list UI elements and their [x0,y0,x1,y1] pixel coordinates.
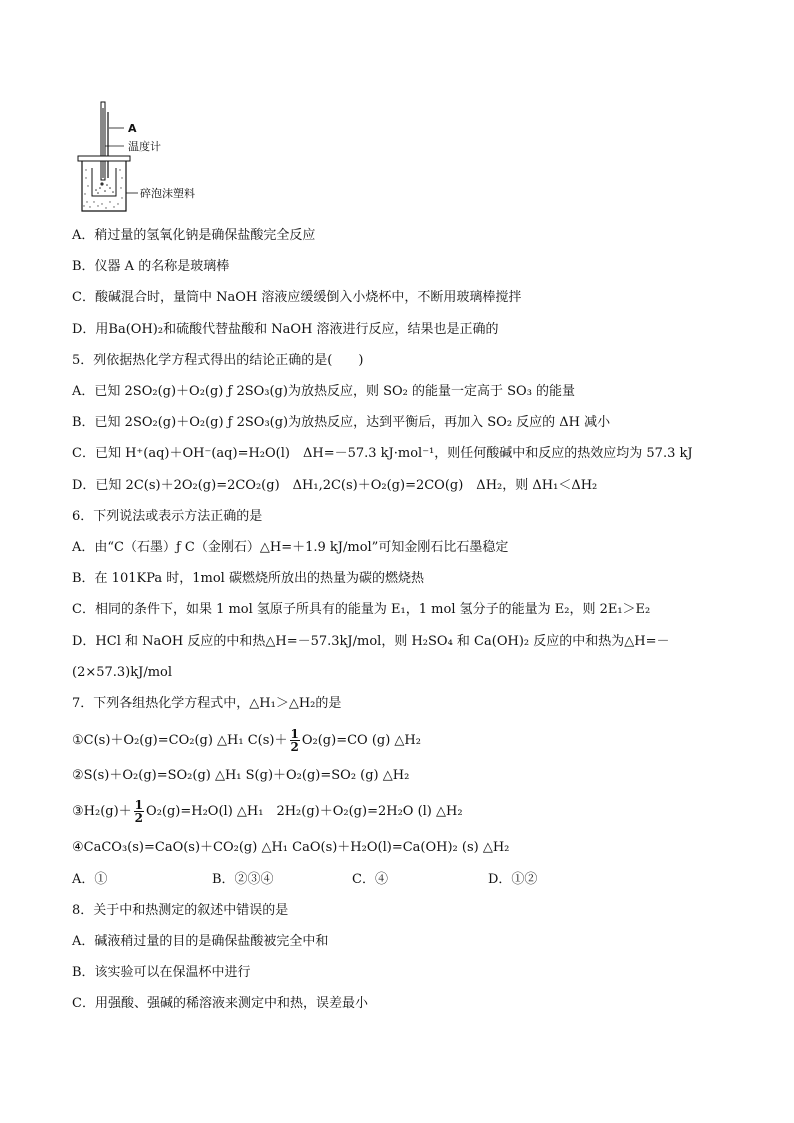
fraction-numerator: 1 [290,727,299,741]
q5-option-c: C．已知 H⁺(aq)＋OH⁻(aq)=H₂O(l) ΔH=－57.3 kJ·mol⁻¹，则任何酸碱中和反应的热效应均为 57.3 kJ [72,446,693,461]
q5-option-d: D．已知 2C(s)＋2O₂(g)=2CO₂(g) ΔH₁,2C(s)＋O₂(g)=2CO(g) ΔH₂，则 ΔH₁＜ΔH₂ [72,478,598,493]
q6-option-d-line2: (2×57.3)kJ/mol [72,665,173,680]
q4-option-b: B．仪器 A 的名称是玻璃棒 [72,259,230,274]
q7-item-1 [72,728,732,754]
q8-option-c: C．用强酸、强碱的稀溶液来测定中和热，误差最小 [72,996,368,1011]
q7-item-1-right: O₂(g)=CO (g) △H₂ [301,733,421,748]
label-thermometer: 温度计 [128,140,161,153]
fraction-half [134,799,144,824]
q8-option-b: B．该实验可以在保温杯中进行 [72,965,251,980]
fraction-numerator: 1 [134,798,144,812]
q6-option-a: A．由“C（石墨）ƒ C（金刚石）△H=＋1.9 kJ/mol”可知金刚石比石墨稳定 [72,540,509,555]
q7-item-3-right: O₂(g)=H₂O(l) △H₁ 2H₂(g)＋O₂(g)=2H₂O (l) △H₂ [146,804,463,819]
q8-stem: 8．关于中和热测定的叙述中错误的是 [72,903,289,918]
label-a: A [128,122,137,135]
q7-item-4: ④CaCO₃(s)=CaO(s)＋CO₂(g) △H₁ CaO(s)＋H₂O(l)=Ca(OH)₂ (s) △H₂ [72,840,510,855]
q4-option-d: D．用Ba(OH)₂和硫酸代替盐酸和 NaOH 溶液进行反应，结果也是正确的 [72,322,499,337]
q5-option-a: A．已知 2SO₂(g)＋O₂(g) ƒ 2SO₃(g)为放热反应，则 SO₂ 的能量一定高于 SO₃ 的能量 [72,384,576,399]
fraction-denominator: 2 [290,740,299,754]
q6-option-b: B．在 101KPa 时，1mol 碳燃烧所放出的热量为碳的燃烧热 [72,571,424,586]
q7-stem: 7．下列各组热化学方程式中，△H₁＞△H₂的是 [72,696,342,711]
fraction-half [290,728,300,753]
q7-choice-b: B．②③④ [212,872,274,887]
q7-choice-a: A．① [72,872,108,887]
q7-choice-d: D．①② [488,872,538,887]
q6-option-c: C．相同的条件下，如果 1 mol 氢原子所具有的能量为 E₁，1 mol 氢分子的能量为 E₂，则 2E₁＞E₂ [72,602,651,617]
q5-stem: 5．列依据热化学方程式得出的结论正确的是( ) [72,353,364,368]
fraction-denominator: 2 [134,811,144,825]
q7-choices [72,870,732,890]
calorimeter-figure [72,98,242,218]
q7-item-3 [72,799,732,825]
q7-item-2: ②S(s)＋O₂(g)=SO₂(g) △H₁ S(g)＋O₂(g)=SO₂ (g) △H₂ [72,768,410,783]
q7-item-1-left: ①C(s)＋O₂(g)=CO₂(g) △H₁ C(s)＋ [72,733,288,748]
q7-item-3-left: ③H₂(g)＋ [72,804,132,819]
q6-stem: 6．下列说法或表示方法正确的是 [72,509,263,524]
q4-option-a: A．稍过量的氢氧化钠是确保盐酸完全反应 [72,228,316,243]
q5-option-b: B．已知 2SO₂(g)＋O₂(g) ƒ 2SO₃(g)为放热反应，达到平衡后，再加入 SO₂ 反应的 ΔH 减小 [72,415,611,430]
q8-option-a: A．碱液稍过量的目的是确保盐酸被完全中和 [72,934,329,949]
q7-choice-c: C．④ [352,872,388,887]
label-foam: 碎泡沫塑料 [140,187,195,200]
q4-option-c: C．酸碱混合时，量筒中 NaOH 溶液应缓缓倒入小烧杯中，不断用玻璃棒搅拌 [72,290,522,305]
q6-option-d-line1: D．HCl 和 NaOH 反应的中和热△H=－57.3kJ/mol，则 H₂SO₄ 和 Ca(OH)₂ 反应的中和热为△H=－ [72,634,670,649]
